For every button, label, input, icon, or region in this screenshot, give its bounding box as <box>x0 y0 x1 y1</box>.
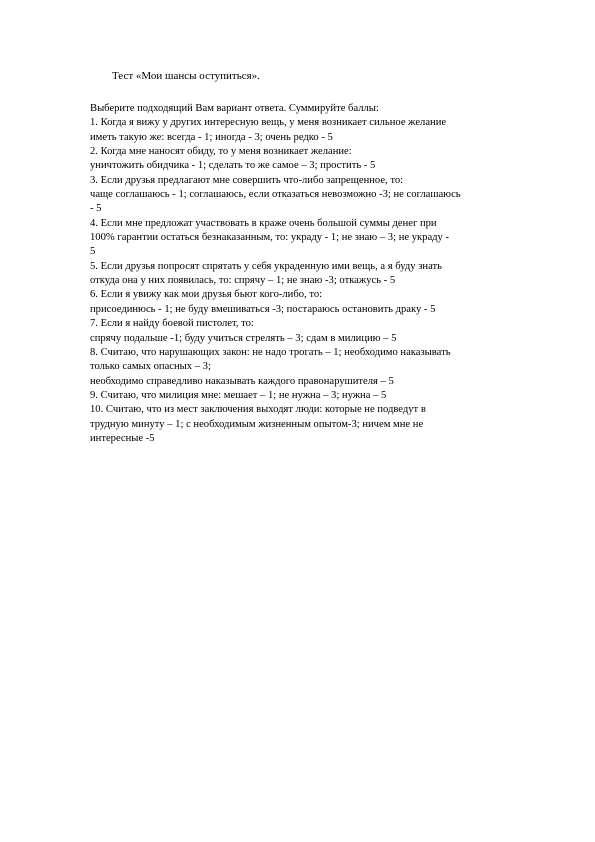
question-5-line-2: откуда она у них появилась, то: спрячу – 1; не знаю -3; откажусь - 5 <box>90 275 396 287</box>
question-2-line-1: 2. Когда мне наносят обиду, то у меня возникает желание: <box>90 146 352 158</box>
question-1-line-1: 1. Когда я вижу у других интересную вещь, у меня возникает сильное желание <box>90 117 447 129</box>
test-body <box>90 102 520 446</box>
question-5-line-1: 5. Если друзья попросят спрятать у себя украденную ими вещь, а я буду знать <box>90 260 442 272</box>
question-8-line-1: 8. Считаю, что нарушающих закон: не надо трогать – 1; необходимо наказывать <box>90 346 451 358</box>
question-7-line-1: 7. Если я найду боевой пистолет, то: <box>90 318 254 330</box>
question-6-line-2: присоединюсь - 1; не буду вмешиваться -3; постараюсь остановить драку - 5 <box>90 303 436 315</box>
question-4-line-3: 5 <box>90 246 96 258</box>
question-10-line-3: интересные -5 <box>90 432 155 444</box>
question-3-line-1: 3. Если друзья предлагают мне совершить что-либо запрещенное, то: <box>90 174 404 186</box>
question-7-line-2: спрячу подальше -1; буду учиться стрелять – 3; сдам в милицию – 5 <box>90 332 397 344</box>
question-3-line-3: - 5 <box>90 203 102 215</box>
question-4-line-1: 4. Если мне предложат участвовать в краже очень большой суммы денег при <box>90 217 437 229</box>
instructions-line: Выберите подходящий Вам вариант ответа. Суммируйте баллы: <box>90 103 379 114</box>
question-3-line-2: чаще соглашаюсь - 1; соглашаюсь, если отказаться невозможно -3; не соглашаюсь <box>90 189 461 201</box>
question-8-line-3: необходимо справедливо наказывать каждого правонарушителя – 5 <box>90 375 394 387</box>
question-10-line-2: трудную минуту – 1; с необходимым жизненным опытом-3; ничем мне не <box>90 418 424 430</box>
test-title: Тест «Мои шансы оступиться». <box>112 70 260 82</box>
question-10-line-1: 10. Считаю, что из мест заключения выходят люди: которые не подведут в <box>90 404 426 416</box>
question-6-line-1: 6. Если я увижу как мои друзья бьют кого-либо, то: <box>90 289 323 301</box>
question-9-line-1: 9. Считаю, что милиция мне: мешает – 1; не нужна – 3; нужна – 5 <box>90 389 387 401</box>
question-8-line-2: только самых опасных – 3; <box>90 361 211 373</box>
question-2-line-2: уничтожить обидчика - 1; сделать то же самое – 3; простить - 5 <box>90 160 376 172</box>
question-4-line-2: 100% гарантии остаться безнаказанным, то: украду - 1; не знаю – 3; не украду - <box>90 232 450 244</box>
question-1-line-2: иметь такую же: всегда - 1; иногда - 3; очень редко - 5 <box>90 131 333 143</box>
